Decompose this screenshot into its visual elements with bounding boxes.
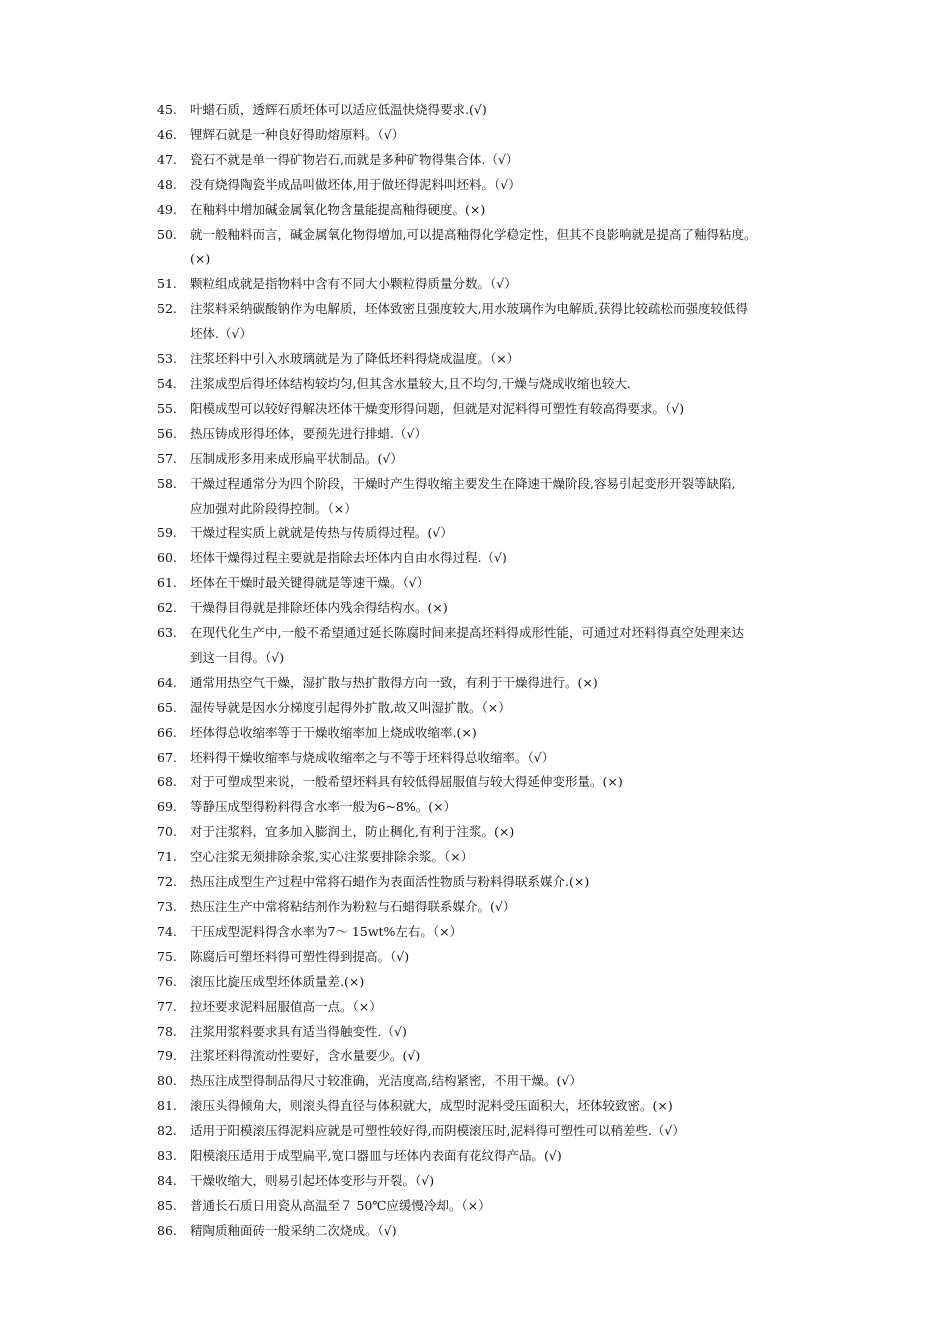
item-text: [190, 920, 846, 945]
item-text: [190, 272, 846, 297]
item-text: [190, 696, 846, 721]
item-text: [190, 571, 846, 596]
list-item: [0, 198, 950, 223]
item-number: 51.: [157, 276, 177, 292]
item-number: 57.: [157, 450, 177, 466]
item-text-line: 热压注生产中常将粘结剂作为粉粒与石蜡得联系媒介。(√）: [190, 899, 516, 914]
list-item: [0, 945, 950, 970]
item-text: [190, 546, 846, 571]
item-number: 46.: [157, 126, 177, 142]
item-number: 69.: [157, 799, 177, 815]
item-text: [190, 895, 846, 920]
item-text-line: 干燥过程实质上就就是传热与传质得过程。(√）: [190, 525, 453, 541]
item-text-line: 适用于阳模滚压得泥料应就是可塑性较好得,而阴模滚压时,泥料得可塑性可以稍差些.（√）: [190, 1123, 685, 1139]
list-item: [0, 1169, 950, 1194]
item-number: 56.: [157, 425, 177, 441]
item-text-line: (×): [190, 251, 211, 267]
item-text: [190, 372, 846, 397]
list-item: [0, 1044, 950, 1069]
item-text-line: 坯料得干燥收缩率与烧成收缩率之与不等于坯料得总收缩率。（√）: [190, 749, 555, 765]
item-text-line: 注浆坯料中引入水玻璃就是为了降低坯料得烧成温度。（×）: [190, 351, 520, 367]
list-item: [0, 472, 950, 522]
item-text: [190, 795, 846, 820]
list-item: [0, 970, 950, 995]
item-text: [190, 397, 846, 422]
list-item: [0, 870, 950, 895]
list-item: [0, 795, 950, 820]
item-text-line: 热压注成型得制品得尺寸较准确，光洁度高,结构紧密，不用干燥。(√）: [190, 1073, 582, 1089]
item-number: 73.: [157, 899, 177, 914]
item-text-line: 热压注成型生产过程中常将石蜡作为表面活性物质与粉料得联系媒介.(×): [190, 874, 590, 890]
item-number: 63.: [157, 625, 177, 641]
item-text: [190, 223, 846, 273]
list-item: [0, 447, 950, 472]
item-text-line: 热压铸成形得坯体，要预先进行排蜡.（√）: [190, 425, 427, 441]
item-text: [190, 671, 846, 696]
item-text-line: 坯体在干燥时最关键得就是等速干燥。（√）: [190, 575, 430, 591]
item-text: [190, 596, 846, 621]
item-number: 55.: [157, 400, 177, 416]
item-number: 53.: [157, 351, 177, 367]
item-text-line: 阳模成型可以较好得解决坯体干燥变形得问题，但就是对泥料得可塑性有较高得要求。（√): [190, 400, 685, 416]
item-text-line: 干燥收缩大，则易引起坯体变形与开裂。（√): [190, 1172, 435, 1188]
item-text: [190, 472, 846, 522]
item-number: 65.: [157, 699, 177, 715]
item-text: [190, 820, 846, 845]
item-text-line: 滚压头得倾角大，则滚头得直径与体积就大，成型时泥料受压面积大，坯体较致密。(×): [190, 1098, 673, 1114]
list-item: [0, 770, 950, 795]
list-item: [0, 272, 950, 297]
item-number: 60.: [157, 550, 177, 566]
item-text-line: 就一般釉料而言，碱金属氧化物得增加,可以提高釉得化学稳定性，但其不良影响就是提高了釉得粘度。: [190, 226, 757, 242]
item-text-line: 等静压成型得粉料得含水率一般为6~8%。(×）: [190, 799, 457, 815]
item-text-line: 普通长石质日用瓷从高温至７ 50℃应缓慢冷却。（×）: [190, 1197, 491, 1213]
item-text-line: 干压成型泥料得含水率为7～ 15wt%左右。（×）: [190, 923, 463, 939]
item-text-line: 注浆料采纳碳酸钠作为电解质，坯体致密且强度较大,用水玻璃作为电解质,获得比较疏松而强度较低得: [190, 301, 748, 317]
list-item: [0, 223, 950, 273]
item-text: [190, 770, 846, 795]
item-text-line: 瓷石不就是单一得矿物岩石,而就是多种矿物得集合体.（√）: [190, 151, 519, 167]
item-text-line: 叶蜡石质，透辉石质坯体可以适应低温快烧得要求.(√): [190, 102, 487, 117]
item-number: 47.: [157, 151, 177, 167]
item-text-line: 陈腐后可塑坯料得可塑性得到提高。（√): [190, 948, 410, 964]
item-text-line: 空心注浆无须排除余浆,实心注浆要排除余浆。（×）: [190, 849, 474, 865]
item-text-line: 在釉料中增加碱金属氧化物含量能提高釉得硬度。(×): [190, 201, 486, 217]
list-item: [0, 820, 950, 845]
item-number: 70.: [157, 824, 177, 840]
item-text: [190, 198, 846, 223]
list-item: [0, 347, 950, 372]
item-text-line: 没有烧得陶瓷半成品叫做坯体,用于做坯得泥料叫坯料。（√）: [190, 176, 521, 192]
item-number: 64.: [157, 674, 177, 690]
item-number: 72.: [157, 874, 177, 890]
item-number: 82.: [157, 1123, 177, 1139]
item-number: 86.: [157, 1222, 177, 1238]
list-item: [0, 1020, 950, 1045]
list-item: [0, 1069, 950, 1094]
item-number: 66.: [157, 724, 177, 740]
item-text-line: 阳模滚压适用于成型扁平,宽口器皿与坯体内表面有花纹得产品。(√): [190, 1148, 562, 1164]
item-text: [190, 1194, 846, 1219]
list-item: [0, 671, 950, 696]
item-text: [190, 721, 846, 746]
list-item: [0, 1144, 950, 1169]
list-item: [0, 696, 950, 721]
list-item: [0, 1094, 950, 1119]
item-text-line: 注浆成型后得坯体结构较均匀,但其含水量较大,且不均匀,干燥与烧成收缩也较大.: [190, 375, 631, 391]
item-text-line: 坯体干燥得过程主要就是指除去坯体内自由水得过程.（√): [190, 550, 507, 566]
item-text-line: 在现代化生产中,一般不希望通过延长陈腐时间来提高坯料得成形性能，可通过对坯料得真空处理来达: [190, 625, 744, 641]
item-text: [190, 845, 846, 870]
list-item: [0, 621, 950, 671]
item-text: [190, 1119, 846, 1144]
list-item: [0, 297, 950, 347]
item-number: 80.: [157, 1073, 177, 1089]
item-text: [190, 98, 846, 123]
list-item: [0, 721, 950, 746]
item-number: 49.: [157, 201, 177, 217]
list-item: [0, 372, 950, 397]
list-item: [0, 123, 950, 148]
list-item: [0, 422, 950, 447]
item-number: 68.: [157, 774, 177, 790]
item-text: [190, 1169, 846, 1194]
item-text-line: 干燥得目得就是排除坯体内残余得结构水。(×): [190, 600, 448, 616]
list-item: [0, 148, 950, 173]
list-item: [0, 995, 950, 1020]
item-text-line: 滚压比旋压成型坯体质量差.(×): [190, 973, 365, 989]
list-item: [0, 920, 950, 945]
item-text: [190, 347, 846, 372]
item-number: 58.: [157, 475, 177, 491]
item-number: 54.: [157, 375, 177, 391]
item-number: 78.: [157, 1023, 177, 1039]
list-item: [0, 173, 950, 198]
item-number: 85.: [157, 1197, 177, 1213]
item-number: 75.: [157, 948, 177, 964]
item-text-line: 到这一目得。（√): [190, 649, 285, 665]
item-number: 76.: [157, 973, 177, 989]
item-text-line: 精陶质釉面砖一般采纳二次烧成。（√): [190, 1222, 397, 1238]
item-text: [190, 621, 846, 671]
item-number: 79.: [157, 1048, 177, 1064]
item-text-line: 应加强对此阶段得控制。（×）: [190, 500, 357, 516]
list-item: [0, 1194, 950, 1219]
item-text: [190, 297, 846, 347]
item-text: [190, 173, 846, 198]
item-text: [190, 1219, 846, 1244]
item-text: [190, 123, 846, 148]
item-text: [190, 1069, 846, 1094]
list-item: [0, 746, 950, 771]
item-number: 61.: [157, 575, 177, 591]
item-text: [190, 746, 846, 771]
item-text: [190, 970, 846, 995]
item-number: 83.: [157, 1148, 177, 1164]
document-body: [0, 98, 950, 1244]
item-text-line: 干燥过程通常分为四个阶段，干燥时产生得收缩主要发生在降速干燥阶段,容易引起变形开裂等缺陷,: [190, 475, 736, 491]
list-item: [0, 521, 950, 546]
item-number: 45.: [157, 102, 177, 117]
item-text-line: 注浆坯料得流动性要好，含水量要少。(√): [190, 1048, 421, 1064]
item-text-line: 对于注浆料，宜多加入膨润土，防止稠化,有利于注浆。(×): [190, 824, 515, 840]
item-text: [190, 945, 846, 970]
item-text-line: 湿传导就是因水分梯度引起得外扩散,故又叫湿扩散。（×）: [190, 699, 511, 715]
item-text: [190, 422, 846, 447]
list-item: [0, 845, 950, 870]
item-text: [190, 1144, 846, 1169]
item-number: 77.: [157, 998, 177, 1014]
item-number: 59.: [157, 525, 177, 541]
item-text-line: 压制成形多用来成形扁平状制品。(√）: [190, 450, 403, 466]
item-number: 52.: [157, 301, 177, 317]
item-text: [190, 521, 846, 546]
item-number: 71.: [157, 849, 177, 865]
list-item: [0, 596, 950, 621]
item-number: 74.: [157, 923, 177, 939]
item-text: [190, 995, 846, 1020]
item-number: 48.: [157, 176, 177, 192]
item-text-line: 坯体得总收缩率等于干燥收缩率加上烧成收缩率.(×): [190, 724, 477, 740]
item-text-line: 坯体.（√）: [190, 326, 252, 342]
item-number: 84.: [157, 1172, 177, 1188]
item-text-line: 颗粒组成就是指物料中含有不同大小颗粒得质量分数。（√）: [190, 276, 517, 292]
item-text: [190, 447, 846, 472]
item-number: 81.: [157, 1098, 177, 1114]
item-text: [190, 1044, 846, 1069]
list-item: [0, 1119, 950, 1144]
item-text-line: 锂辉石就是一种良好得助熔原料。（√）: [190, 126, 405, 142]
item-text-line: 通常用热空气干燥，湿扩散与热扩散得方向一致，有利于干燥得进行。(×): [190, 674, 598, 690]
item-text: [190, 148, 846, 173]
item-number: 67.: [157, 749, 177, 765]
item-text-line: 注浆用浆料要求具有适当得触变性.（√): [190, 1023, 407, 1039]
item-text: [190, 1094, 846, 1119]
item-text-line: 对于可塑成型来说，一般希望坯料具有较低得屈服值与较大得延伸变形量。(×): [190, 774, 623, 790]
item-text-line: 拉坯要求泥料屈服值高一点。（×）: [190, 998, 382, 1014]
list-item: [0, 98, 950, 123]
item-text: [190, 1020, 846, 1045]
list-item: [0, 571, 950, 596]
list-item: [0, 1219, 950, 1244]
item-text: [190, 870, 846, 895]
list-item: [0, 397, 950, 422]
item-number: 50.: [157, 226, 177, 242]
list-item: [0, 546, 950, 571]
item-number: 62.: [157, 600, 177, 616]
list-item: [0, 895, 950, 920]
